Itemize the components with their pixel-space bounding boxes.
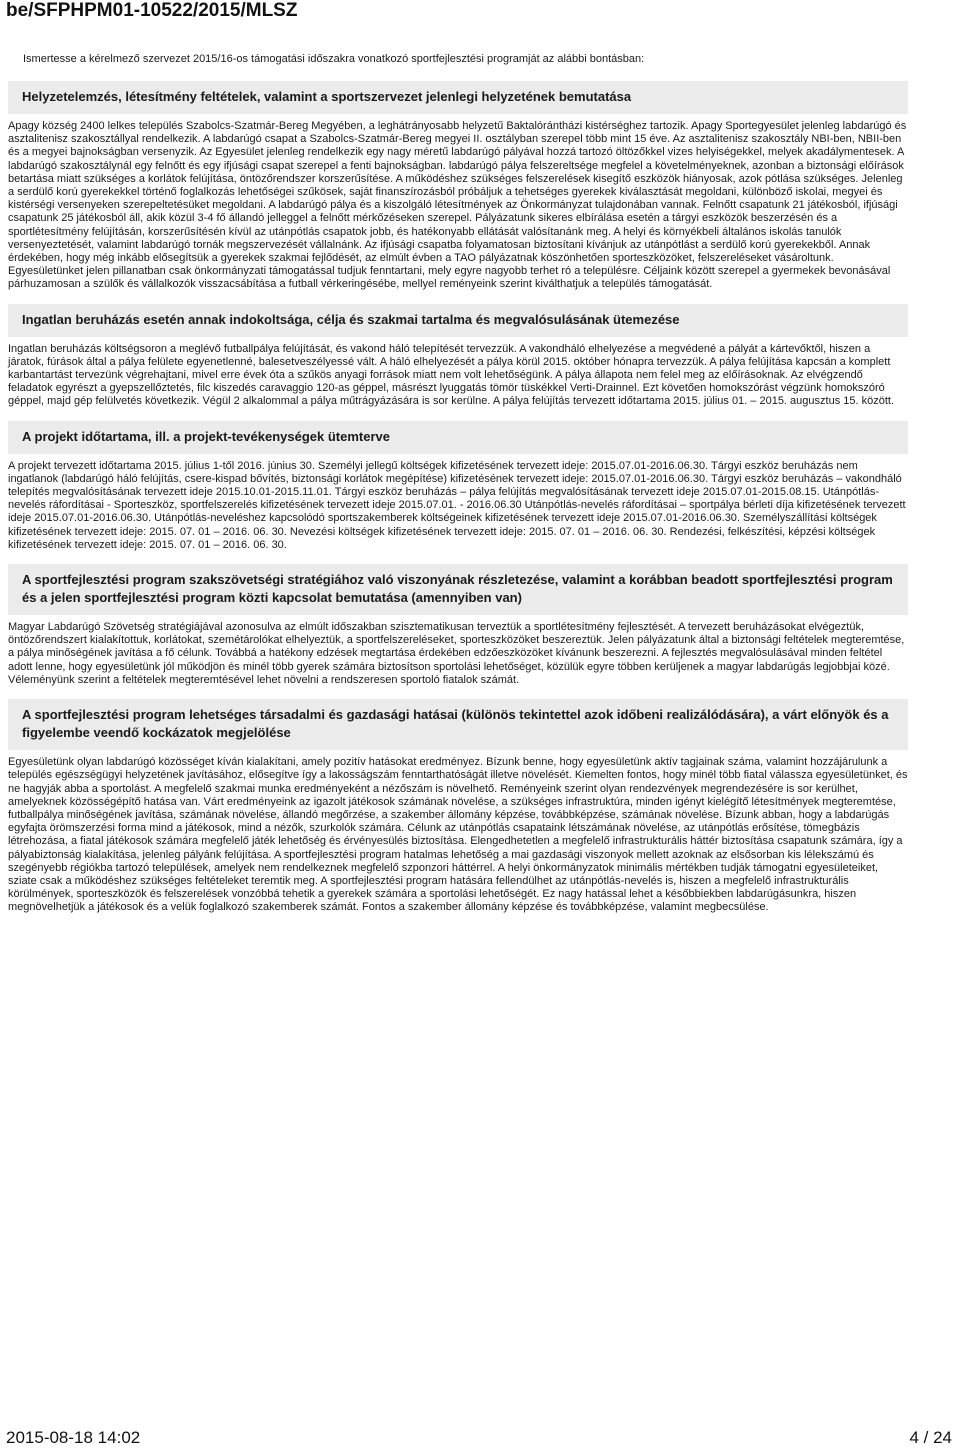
section-body: Magyar Labdarúgó Szövetség stratégiájával azonosulva az elmúlt időszakban szisztematikusan terveztük a sportlétesítmény fejlesztését. A tervezett beruházásokat elvégeztük, öntözőrendszert kialakítottuk, korlátokat, szemétárolókat elhelyeztük, a sportfelszereléseket, sporteszközöket beszereztük. Jelen pályázatunk által a biztonsági feltételek megteremtése, a pálya minőségének javítása a fő célunk. Továbbá a hatékony edzések megtartása érdekében edzőeszközöket kívánunk beszerezni. A fejlesztés megvalósulásával minden feltétel adott lenne, hogy egyesületünk jól működjön és minél több gyerek számára biztosítson sportolási lehetőséget, közülük egyre többen kerüljenek a magyar labdarúgás legjobbjai közé. Véleményünk szerint a feltételek megteremtésével lehet növelni a rendszeresen sportoló fiatalok számát. [8, 621, 905, 686]
document-code: be/SFPHPM01-10522/2015/MLSZ [6, 0, 298, 21]
section-body: Ingatlan beruházás költségsoron a meglévő futballpálya felújítását, és vakond háló telepítését tervezzük. A vakondháló elhelyezése a megvédené a pályát a kártevőktől, hiszen a járatok, fúrások által a pálya felülete egyenetlenné, balesetveszélyessé vált. A háló elhelyezését a pálya körül 2015. október hónapra tervezzük. A pálya felújítása kapcsán a komplett karbantartást tervezünk végrehajtani, mivel erre évek óta a szűkös anyagi források miatt nem volt lehetőségünk. A pálya állapota nem felel meg az előírásoknak. Az elvégzendő feladatok egyrészt a gyepszellőztetés, filc kiszedés caravaggio 120-as géppel, másrészt lyuggatás tömör tüskékkel Verti-Drainnel. Ezt követően homokszórást végzünk homokszóró géppel, majd gép felülvetés következik. Végül 2 alkalommal a pálya műtrágyázására is sor kerülne. A pálya felújítás tervezett időtartama 2015. július 01. – 2015. augusztus 15. között. [8, 342, 894, 408]
section-impact [8, 699, 908, 914]
section-timeline [8, 421, 908, 552]
section-body: Egyesületünk olyan labdarúgó közösséget kíván kialakítani, amely pozitív hatásokat eredményez. Bízunk benne, hogy egyesületünk aktív tagjainak száma, valamint hozzájárulunk a település egészségügyi helyzetének javításához, elősegítve így a lakosságszám fenntarthatóságát illetve növelését. Kiemelten fontos, hogy minél több fiatal válassza egyesületünket, és ne hagyják abba a sportolást. A megfelelő szakmai munka eredményeként a nézőszám is növelhető. Reményeink szerint olyan rendezvények megrendezésére is sor kerülhet, amelyeknek közösségépítő hatása van. Várt eredményeink az igazolt játékosok számának növelése, a szükséges infrastruktúra, minden igényt kielégítő létesítmények megteremtése, futballpálya minőségének javítása, számának növelése, állandó megőrzése, a szakember állomány képzése, továbbképzése, számának növelése. Bízunk abban, hogy a labdarúgás egyfajta örömszerzési forma mind a játékosok, mind a nézők, szurkolók számára. Célunk az utánpótlás csapataink létszámának növelése, az utánpótlás erősítése, tömegbázis létrehozása, a fiatal játékosok számára megfelelő játék lehetőség és érvényesülés biztosítása. Elengedhetetlen a megfelelő infrastrukturális háttér biztosítása csapatunk számára, így a pályabiztonság kialakítása, jelenleg pályánk felújítása. A sportfejlesztési program hatalmas lehetőség a mai gazdasági viszonyok mellett azoknak az elsősorban kis lélekszámú és szegényebb régiókba tartozó települések, amelyek nem rendelkeznek megfelelő szponzori háttérrel. A helyi önkormányzatok minimális mértékben tudják támogatni egyesületeiket, sziate csak a működéshez szükséges feltételeket teremtik meg. A sportfejlesztési program hatására fellendülhet az utánpótlás-nevelés is, hiszen a megfelelő infrastrukturális körülmények, sporteszközök és felszerelések vonzóbbá tehetik a gyerekek számára a sportolási lehetőségét. Ez nagy hatással lehet a későbbiekben labdarúgásunkra, hiszen megnövelhetjük a játékosok és a velük foglalkozó szakemberek számát. Fontos a szakember állomány képzése és továbbképzése, valamint megbecsülése. [8, 756, 908, 914]
page-number: 4 / 24 [909, 1428, 952, 1447]
section-heading: Ingatlan beruházás esetén annak indokoltsága, célja és szakmai tartalma és megvalósulásának ütemezése [8, 304, 908, 337]
section-body: Apagy község 2400 lelkes település Szabolcs-Szatmár-Bereg Megyében, a leghátrányosabb helyzetű Baktalórántházi kistérséghez tartozik. Apagy Sportegyesület jelenleg labdarúgó és asztalitenisz szakosztállyal rendelkezik. A labdarúgó csapat a Szabolcs-Szatmár-Bereg megyei II. osztályban szerepel több mint 15 éve. Az asztalitenisz szakosztály NBI-ben, NBII-ben és a megyei bajnokságban versenyzik. Az Egyesület jelenleg rendelkezik egy nagy méretű labdarúgó pályával hozzá tartozó öltözőkkel vizes helyiségekkel, melyek akadálymentesek. A labdarúgó szakosztálynál egy felnőtt és egy ifjúsági csapat szerepel a fenti bajnokságban. labdarúgó pálya felszereltsége megfelel a követelményeknek, azonban a biztonsági előírások betartása miatt szükséges a korlátok felújítása, öntözőrendszer korszerűsítése. A működéshez szükséges felszerelések kisegítő eszközök hiányosak, azok pótlása szükséges. Jelenleg a serdülő korú gyerekekkel történő foglalkozás lehetőségei szűkösek, saját finanszírozásból próbáljuk a tehetséges gyerekek kiválasztását megoldani, különböző iskolai, megyei és kistérségi versenyeken szerepeltetésüket megoldani. A labdarúgó pálya és a kiszolgáló létesítmények az Önkormányzat tulajdonában vannak. Felnőtt csapatunk 21 játékosból, ifjúsági csapatunk 25 játékosból áll, akik közül 3-4 fő állandó jelleggel a felnőtt mérkőzéseken szerepel. Pályázatunk sikeres elbírálása esetén a tárgyi eszközök beszerzésén és a sportlétesítmény felújításán, korszerűsítésén kívül az utánpótlás csapatok jobb, és hatékonyabb ellátását valósítanánk meg. A helyi és környékbeli általános iskolás tanulók versenyeztetését, valamint labdarúgó tornák megszervezését vállalnánk. Az ifjúsági csapatba folyamatosan biztosítani kívánjuk az utánpótlást a serdülő korú gyerekekből. Annak érdekében, hogy még inkább elősegítsük a gyerekek szakmai fejlődését, az elmúlt évben a TAO pályázatnak köszönhetően sporteszközöket, felszereléseket vásároltunk. Egyesületünket jelen pillanatban csak önkormányzati támogatással tudjuk fenntartani, mely egyre nagyobb terhet ró a településre. Céljaink között szerepel a gyermekek bevonásával párhuzamosan a szülők és vállalkozók visszacsábítása a futball vérkeringésébe, mellyel reményeink szerint kiválthatjuk a település támogatását. [8, 120, 907, 291]
intro-text: Ismertesse a kérelmező szervezet 2015/16-os támogatási időszakra vonatkozó sportfejlesztési programját az alábbi bontásban: [23, 53, 645, 65]
section-real-estate [8, 304, 908, 409]
section-body: A projekt tervezett időtartama 2015. július 1-től 2016. június 30. Személyi jellegű költségek kifizetésének tervezett ideje: 2015.07.01-2016.06.30. Tárgyi eszköz beruházás nem ingatlanok (labdarúgó háló felújítás, csere-kispad bővítés, biztonsági korlátok megépítése) kifizetésének tervezett ideje: 2015.07.01-2016.06.30. Tárgyi eszköz beruházás – vakondháló telepítés megvalósításának tervezett ideje 2015.10.01-2015.11.01. Tárgyi eszköz beruházás – pálya felújítás megvalósításának tervezett ideje 2015.07.01-2015.08.15. Utánpótlás-nevelés ráfordításai - Sporteszköz, sportfelszerelés kifizetésének tervezett ideje 2015.07.01. - 2016.06.30 Utánpótlás-nevelés ráfordításai – sportpálya bérleti díja kifizetésének tervezett ideje 2015.07.01-2016.06.30. Utánpótlás-neveléshez kapcsolódó sportszakemberek költségeinek kifizetésének tervezett ideje 2015.07.01-2016.06.30. Személyszállítási költségek kifizetésének tervezett ideje: 2015. 07. 01 – 2016. 06. 30. Nevezési költségek kifizetésének tervezett ideje: 2015. 07. 01 – 2016. 06. 30. Rendezési, felkészítési, képzési költségek kifizetésének tervezett ideje: 2015. 07. 01 – 2016. 06. 30. [8, 459, 906, 551]
document-content [8, 52, 908, 927]
footer-timestamp: 2015-08-18 14:02 [6, 1428, 141, 1447]
section-heading: A projekt időtartama, ill. a projekt-tevékenységek ütemterve [8, 421, 908, 454]
section-strategy [8, 564, 908, 687]
section-heading: A sportfejlesztési program lehetséges társadalmi és gazdasági hatásai (különös tekintettel azok időbeni realizálódására), a várt előnyök és a figyelembe veendő kockázatok megjelölése [8, 699, 908, 750]
section-heading: Helyzetelemzés, létesítmény feltételek, valamint a sportszervezet jelenlegi helyzetének bemutatása [8, 81, 908, 114]
section-heading: A sportfejlesztési program szakszövetségi stratégiához való viszonyának részletezése, valamint a korábban beadott sportfejlesztési program és a jelen sportfejlesztési program közti kapcsolat bemutatása (amennyiben van) [8, 564, 908, 615]
section-situation [8, 81, 908, 292]
